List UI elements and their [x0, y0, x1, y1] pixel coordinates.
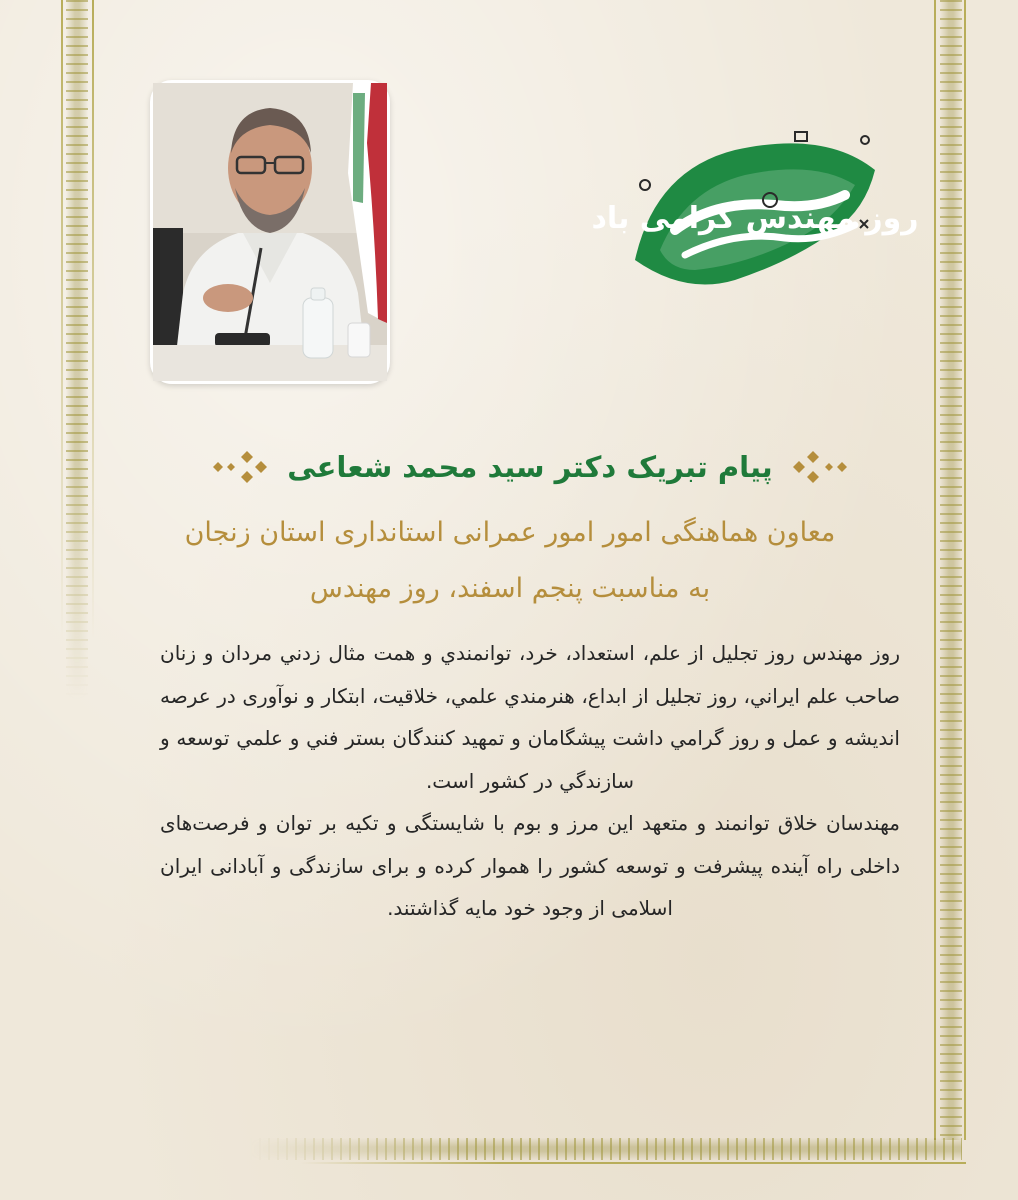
title-row	[150, 440, 910, 494]
portrait-photo	[150, 80, 390, 384]
ornamental-border-bottom-line	[300, 1162, 966, 1164]
message-body	[160, 632, 900, 930]
diamond-ornament-icon	[205, 447, 269, 487]
message-paragraph-2: مهندسان خلاق توانمند و متعهد این مرز و بوم با شایستگی و تکیه بر توان و فرصت‌های داخلی راه آینده پیشرفت و توسعه کشور را هموار کرده و برای سازندگی و آبادانی ایران اسلامی از وجود خود مایه گذاشتند.	[160, 811, 900, 920]
ornamental-border-right-line	[964, 0, 966, 1140]
portrait-illustration	[153, 83, 387, 381]
subtitle-occasion: به مناسبت پنجم اسفند، روز مهندس	[309, 573, 711, 604]
message-paragraph-1: روز مهندس روز تجلیل از علم، استعداد، خرد، توانمندي و همت مثال زدني مردان و زنان صاحب علم ايراني، روز تجلیل از ابداع، هنرمندي علمي، خلاقيت، ابتكار و نوآوری در عرصه انديشه و عمل و روز گرامي داشت پيشگامان و تمهيد كنندگان بستر فني و علمي توسعه و سازندگي در كشور است.	[160, 641, 900, 793]
ornamental-border-bottom	[250, 1138, 962, 1160]
logo-text: روز مهندس گرامی باد	[591, 201, 919, 236]
subtitle	[60, 505, 960, 617]
message-title: پیام تبریک دکتر سید محمد شعاعی	[287, 450, 773, 484]
subtitle-position: معاون هماهنگی امور امور عمرانی استانداری استان زنجان	[184, 517, 836, 548]
diamond-ornament-icon	[791, 447, 855, 487]
engineers-day-logo	[591, 110, 919, 300]
engineers-day-logo-art	[591, 110, 919, 300]
